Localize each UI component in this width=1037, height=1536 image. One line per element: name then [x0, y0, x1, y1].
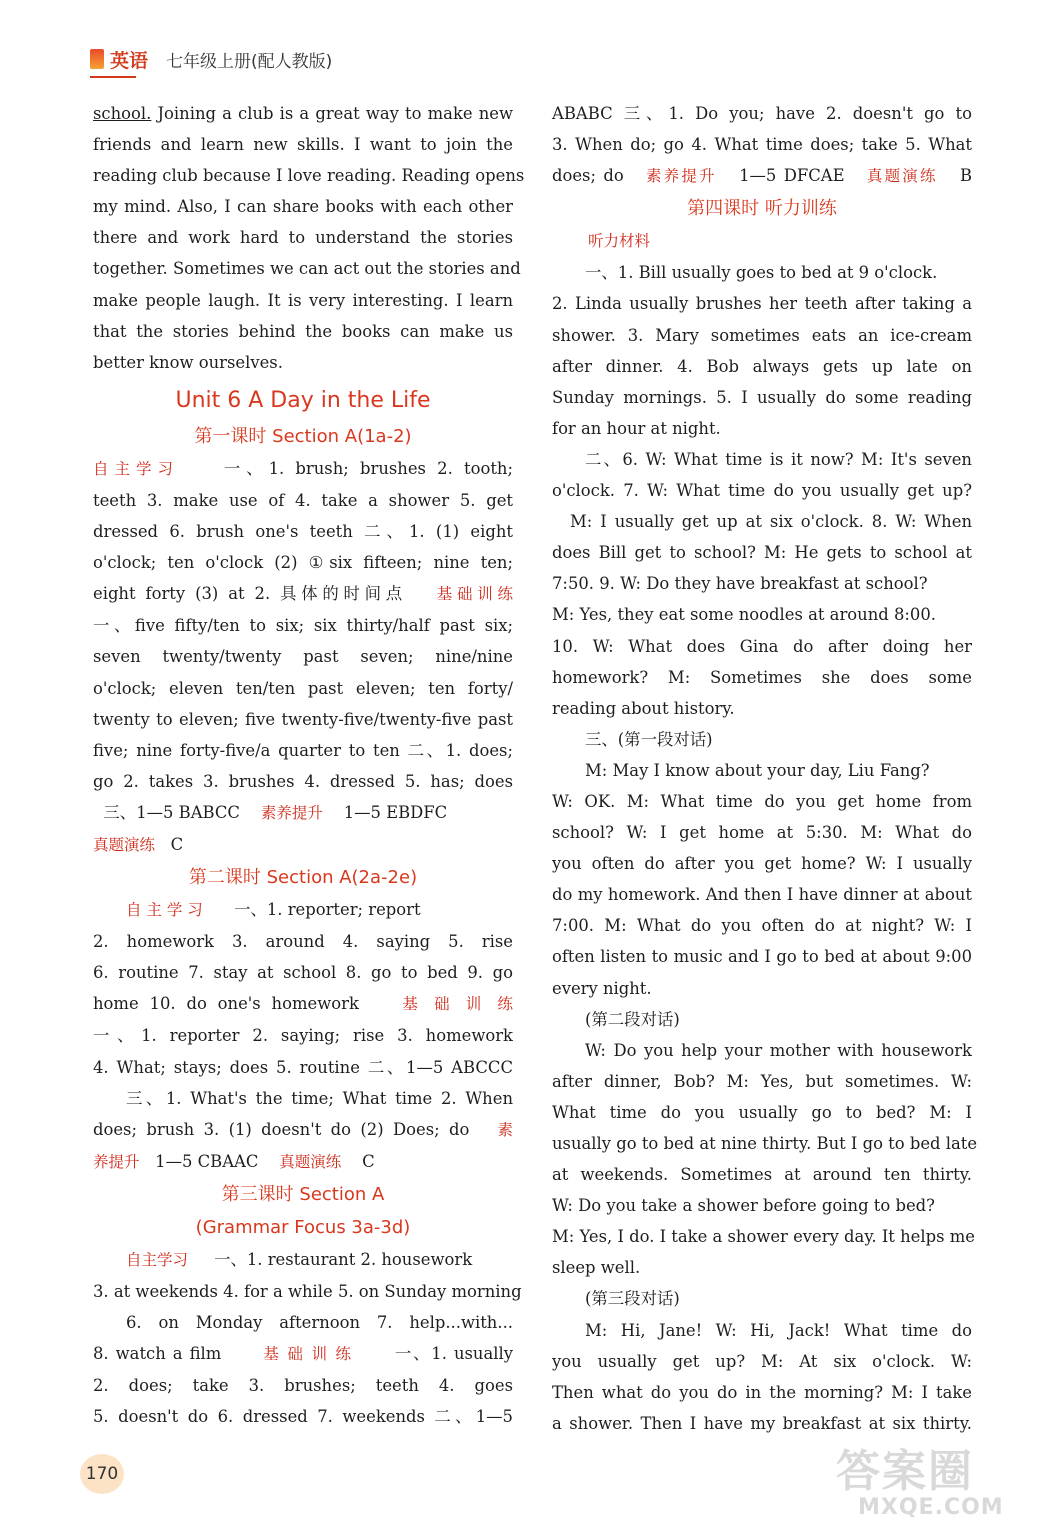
text-line: 10. W: What does Gina do after doing her [552, 636, 972, 656]
text-line: you usually get up? M: At six o'clock. W: [552, 1351, 972, 1371]
lesson1-title: 第一课时 Section A(1a-2) [194, 425, 412, 447]
text-line: there and work hard to understand the stories [93, 228, 513, 248]
text-line: 二、6. W: What time is it now? M: It's seven [585, 449, 972, 469]
text-line: M: I usually get up at six o'clock. 8. W: When [570, 512, 972, 532]
text-line: 6. on Monday afternoon 7. help...with... [126, 1313, 513, 1333]
tag-zhenti: 真题演练 [93, 835, 156, 854]
text-line: teeth 3. make use of 4. take a shower 5. get [93, 490, 513, 510]
text-line: 三、1—5 BABCC 素养提升 1—5 EBDFC [103, 802, 448, 822]
tag-zhenti: 真题演练 [279, 1152, 342, 1171]
text-line: home 10. do one's homework 基 础 训 练 [93, 994, 514, 1014]
text-line: Then what do you do in the morning? M: I take [552, 1382, 972, 1402]
left-column [93, 98, 525, 1432]
text-line: shower. 3. Mary sometimes eats an ice-cream [552, 325, 972, 345]
unit-title: Unit 6 A Day in the Life [175, 387, 431, 413]
text-line: (第二段对话) [585, 1009, 680, 1029]
text-line: 2. does; take 3. brushes; teeth 4. goes [93, 1376, 513, 1396]
text-line: M: Yes, they eat some noodles at around 8:00. [552, 605, 936, 625]
text-line: o'clock; ten o'clock (2) ①six fifteen; nine ten; [93, 553, 513, 573]
text-line: do my homework. And then I have dinner at about [552, 885, 972, 905]
text-line: does Bill get to school? M: He gets to school at [552, 543, 972, 563]
tag-suyang: 素养提升 [260, 803, 323, 822]
lesson4-title: 第四课时 听力训练 [687, 198, 837, 220]
text-line: 一、five fifty/ten to six; six thirty/half past six; [93, 616, 513, 636]
text-line: What time do you usually go to bed? M: I [552, 1102, 972, 1122]
text-line: friends and learn new skills. I want to join the [93, 135, 513, 155]
text-line: 4. What; stays; does 5. routine 二、1—5 ABCCC [93, 1057, 513, 1077]
text-line: 2. Linda usually brushes her teeth after taking a [552, 294, 972, 314]
text-line: 真题演练 C [93, 834, 184, 854]
text-line: 2. homework 3. around 4. saying 5. rise [93, 932, 513, 952]
text-line: sleep well. [552, 1258, 641, 1278]
text-line: o'clock; eleven ten/ten past eleven; ten forty/ [93, 678, 513, 698]
tag-jichu: 基 础 训 练 [402, 995, 514, 1014]
text-line: (第三段对话) [585, 1289, 680, 1309]
text-line: 三、1. What's the time; What time 2. When [126, 1088, 513, 1108]
text-line: W: Do you help your mother with housework [585, 1040, 972, 1060]
text-line: reading about history. [552, 698, 735, 718]
tag-tingli: 听力材料 [588, 232, 651, 251]
tag-suyang-part: 素 [497, 1120, 513, 1139]
text-line: does; brush 3. (1) doesn't do (2) Does; do 素 [93, 1119, 513, 1139]
text-line: you often do after you get home? W: I usually [552, 854, 972, 874]
watermark-cn: 答案圈 [836, 1446, 974, 1497]
header-mark-icon [90, 49, 104, 69]
watermark-logo [836, 1448, 1026, 1528]
lesson3-title: 第三课时 Section A [221, 1183, 385, 1205]
lesson2-title: 第二课时 Section A(2a-2e) [188, 867, 418, 889]
text-line: that the stories behind the books can make us [93, 321, 513, 341]
header-underline [90, 76, 136, 78]
text-line: together. Sometimes we can act out the stories and [93, 259, 521, 279]
text-line: ABABC 三、1. Do you; have 2. doesn't go to [552, 104, 972, 123]
text-line: 7:00. M: What do you often do at night? W: I [552, 916, 972, 936]
text-line: 6. routine 7. stay at school 8. go to bed 9. go [93, 963, 513, 983]
text-line: after dinner. 4. Bob always gets up late on [552, 356, 972, 376]
text-line: 自 主 学 习 一、1. reporter; report [126, 900, 421, 920]
right-column [552, 98, 978, 1439]
header-grade: 七年级上册(配人教版) [166, 51, 333, 72]
text-line: often listen to music and I go to bed at about 9:00 [552, 947, 972, 967]
text-line: make people laugh. It is very interesting. I learn [93, 290, 513, 310]
text-line: my mind. Also, I can share books with each other [93, 197, 513, 217]
text-line: Sunday mornings. 5. I usually do some reading [552, 387, 972, 407]
text-line: 自主学习 一、1. restaurant 2. housework [126, 1249, 473, 1269]
text-line: school? W: I get home at 5:30. M: What do [552, 823, 972, 843]
text-line: 养提升 1—5 CBAAC 真题演练 C [93, 1151, 375, 1171]
text-line: M: Yes, I do. I take a shower every day. It helps me [552, 1227, 975, 1247]
text-line: homework? M: Sometimes she does some [552, 667, 972, 687]
tag-zizhu: 自主学习 [126, 1250, 189, 1269]
text-line: usually go to bed at nine thirty. But I go to bed late [552, 1134, 978, 1153]
tag-zizhu: 自 主 学 习 [126, 901, 203, 920]
tag-zizhu: 自主学习 [93, 459, 179, 478]
text-line: after dinner, Bob? M: Yes, but sometimes. W: [552, 1071, 972, 1091]
tag-zhenti: 真题演练 [866, 167, 938, 186]
text-line: school. Joining a club is a great way to make new [93, 104, 513, 123]
text-line: go 2. takes 3. brushes 4. dressed 5. has; does [93, 771, 513, 791]
watermark-en: MXQE.COM [858, 1495, 1004, 1520]
text-line: 7:50. 9. W: Do they have breakfast at school? [552, 574, 928, 594]
tag-suyang-part: 养提升 [93, 1152, 140, 1171]
text-line: M: May I know about your day, Liu Fang? [585, 760, 930, 780]
text-line: 5. doesn't do 6. dressed 7. weekends 二、1—5 [93, 1407, 513, 1427]
text-line: better know ourselves. [93, 352, 283, 372]
page-header [90, 44, 332, 74]
text-line: 三、(第一段对话) [585, 729, 713, 749]
lesson3-subtitle: (Grammar Focus 3a-3d) [195, 1216, 411, 1238]
text-line: 自主学习 一、1. brush; brushes 2. tooth; [93, 458, 513, 478]
text-line: every night. [552, 978, 652, 998]
text-line: a shower. Then I have my breakfast at six thirty. [552, 1413, 972, 1433]
text-line: 8. watch a film 基 础 训 练 一、1. usually [93, 1344, 513, 1364]
text-line: does; do 素养提升 1—5 DFCAE 真题演练 B [552, 166, 972, 186]
header-subject: 英语 [110, 49, 149, 72]
text-line: at weekends. Sometimes at around ten thirty. [552, 1165, 972, 1185]
text-line: o'clock. 7. W: What time do you usually get up? [552, 481, 972, 501]
tag-jichu: 基 础 训 练 [263, 1345, 353, 1364]
text-line: reading club because I love reading. Reading opens [93, 166, 525, 186]
text-line: five; nine forty-five/a quarter to ten 二、1. does; [93, 740, 513, 760]
page-number: 170 [80, 1454, 124, 1494]
tag-suyang: 素养提升 [646, 167, 717, 186]
text-line [552, 225, 972, 257]
text-line: W: OK. M: What time do you get home from [552, 791, 972, 811]
text-line: twenty to eleven; five twenty-five/twenty-five past [93, 709, 513, 729]
text-line: 一、1. Bill usually goes to bed at 9 o'clock. [585, 263, 938, 283]
tag-jichu: 基础训练 [436, 585, 513, 604]
text-line: eight forty (3) at 2. 具体的时间点 基础训练 [93, 584, 513, 604]
text-line: dressed 6. brush one's teeth 二、1. (1) eight [93, 522, 513, 542]
text-line: M: Hi, Jane! W: Hi, Jack! What time do [585, 1320, 972, 1340]
text-line: 3. When do; go 4. What time does; take 5. What [552, 135, 972, 155]
text-line: 一、1. reporter 2. saying; rise 3. homework [93, 1026, 513, 1046]
text-line: 3. at weekends 4. for a while 5. on Sunday morning [93, 1282, 522, 1301]
text-line: seven twenty/twenty past seven; nine/nine [93, 647, 513, 667]
text-line: for an hour at night. [552, 418, 721, 438]
text-line: W: Do you take a shower before going to bed? [552, 1196, 935, 1216]
